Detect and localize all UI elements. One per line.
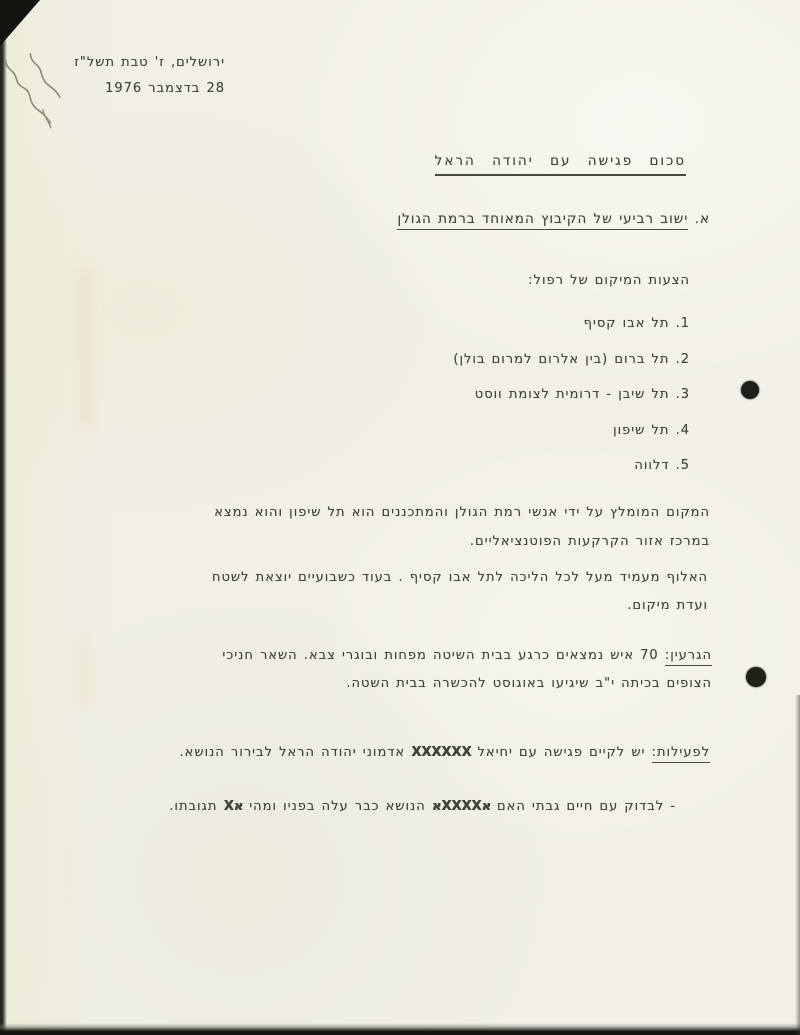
struck-out-text: אX [223, 799, 244, 814]
scan-edge-bottom [0, 1023, 800, 1035]
hebrew-date-line: ירושלים, ז' טבת תשל"ז [74, 55, 225, 70]
check-text-mid: הנושא כבר עלה בפניו ומהי [249, 799, 426, 814]
paragraph-check [169, 799, 676, 814]
section-a-heading [397, 211, 710, 227]
proposal-item-5: 5. דלווה [634, 458, 690, 473]
date-block [74, 50, 225, 102]
hole-punch-dot-1 [741, 381, 759, 399]
gregorian-date-line: 28 בדצמבר 1976 [105, 81, 225, 96]
scan-edge-right [795, 695, 800, 1035]
document-title: סכום פגישה עם יהודה הראל [435, 153, 686, 176]
aluf-line-2: ועדת מיקום. [627, 598, 708, 613]
recommendation-line-1: המקום המומלץ על ידי אנשי רמת הגולן והמתכננים הוא תל שיפון והוא נמצא [214, 505, 710, 520]
paragraph-recommendation [214, 498, 710, 556]
activity-label: לפעילות: [652, 745, 710, 763]
garin-line-1-text: 70 איש נמצאים כרגע בבית השיטה מפחות ובוגרי צבא. השאר חניכי [222, 648, 659, 663]
paper-smudge [80, 268, 92, 428]
struck-out-text: XXXXXX [411, 745, 472, 760]
activity-text-before: יש לקיים פגישה עם יחיאל [477, 745, 646, 760]
section-a-title: ישוב רביעי של הקיבוץ המאוחד ברמת הגולן [397, 211, 688, 230]
hole-punch-dot-2 [746, 667, 766, 687]
proposal-item-1: 1. תל אבו קסיף [583, 316, 690, 331]
aluf-line-1: האלוף מעמיד מעל לכל הליכה לתל אבו קסיף . בעוד כשבועיים יוצאת לשטח [212, 570, 708, 585]
paper-smudge [78, 636, 90, 706]
section-a-prefix: א. [694, 211, 710, 227]
paragraph-aluf [212, 564, 708, 620]
scan-edge-left [0, 0, 7, 1035]
garin-line-1 [222, 642, 712, 670]
garin-line-2: הצופים בכיתה י"ב שיגיעו באוגוסט להכשרה בבית השטה. [346, 676, 712, 691]
proposal-item-3: 3. תל שיבן - דרומית לצומת ווסט [474, 387, 690, 402]
garin-label: הגרעין: [665, 648, 712, 666]
check-text-before: - לבדוק עם חיים גבתי האם [497, 799, 676, 814]
proposals-intro: הצעות המיקום של רפול: [528, 273, 690, 288]
paragraph-activity [180, 745, 710, 760]
struck-out-text: אXXXXא [431, 799, 491, 814]
proposals-list [453, 306, 690, 484]
proposal-item-4: 4. תל שיפון [613, 422, 690, 438]
recommendation-line-2: במרכז אזור הקרקעות הפוטנציאליים. [469, 534, 710, 549]
check-text-tail: תגובתו. [169, 799, 218, 814]
paragraph-garin [222, 642, 712, 698]
proposal-item-2: 2. תל ברום (בין אלרום למרום בולן) [453, 351, 690, 367]
activity-text-after: אדמוני יהודה הראל לבירור הנושא. [179, 745, 406, 760]
